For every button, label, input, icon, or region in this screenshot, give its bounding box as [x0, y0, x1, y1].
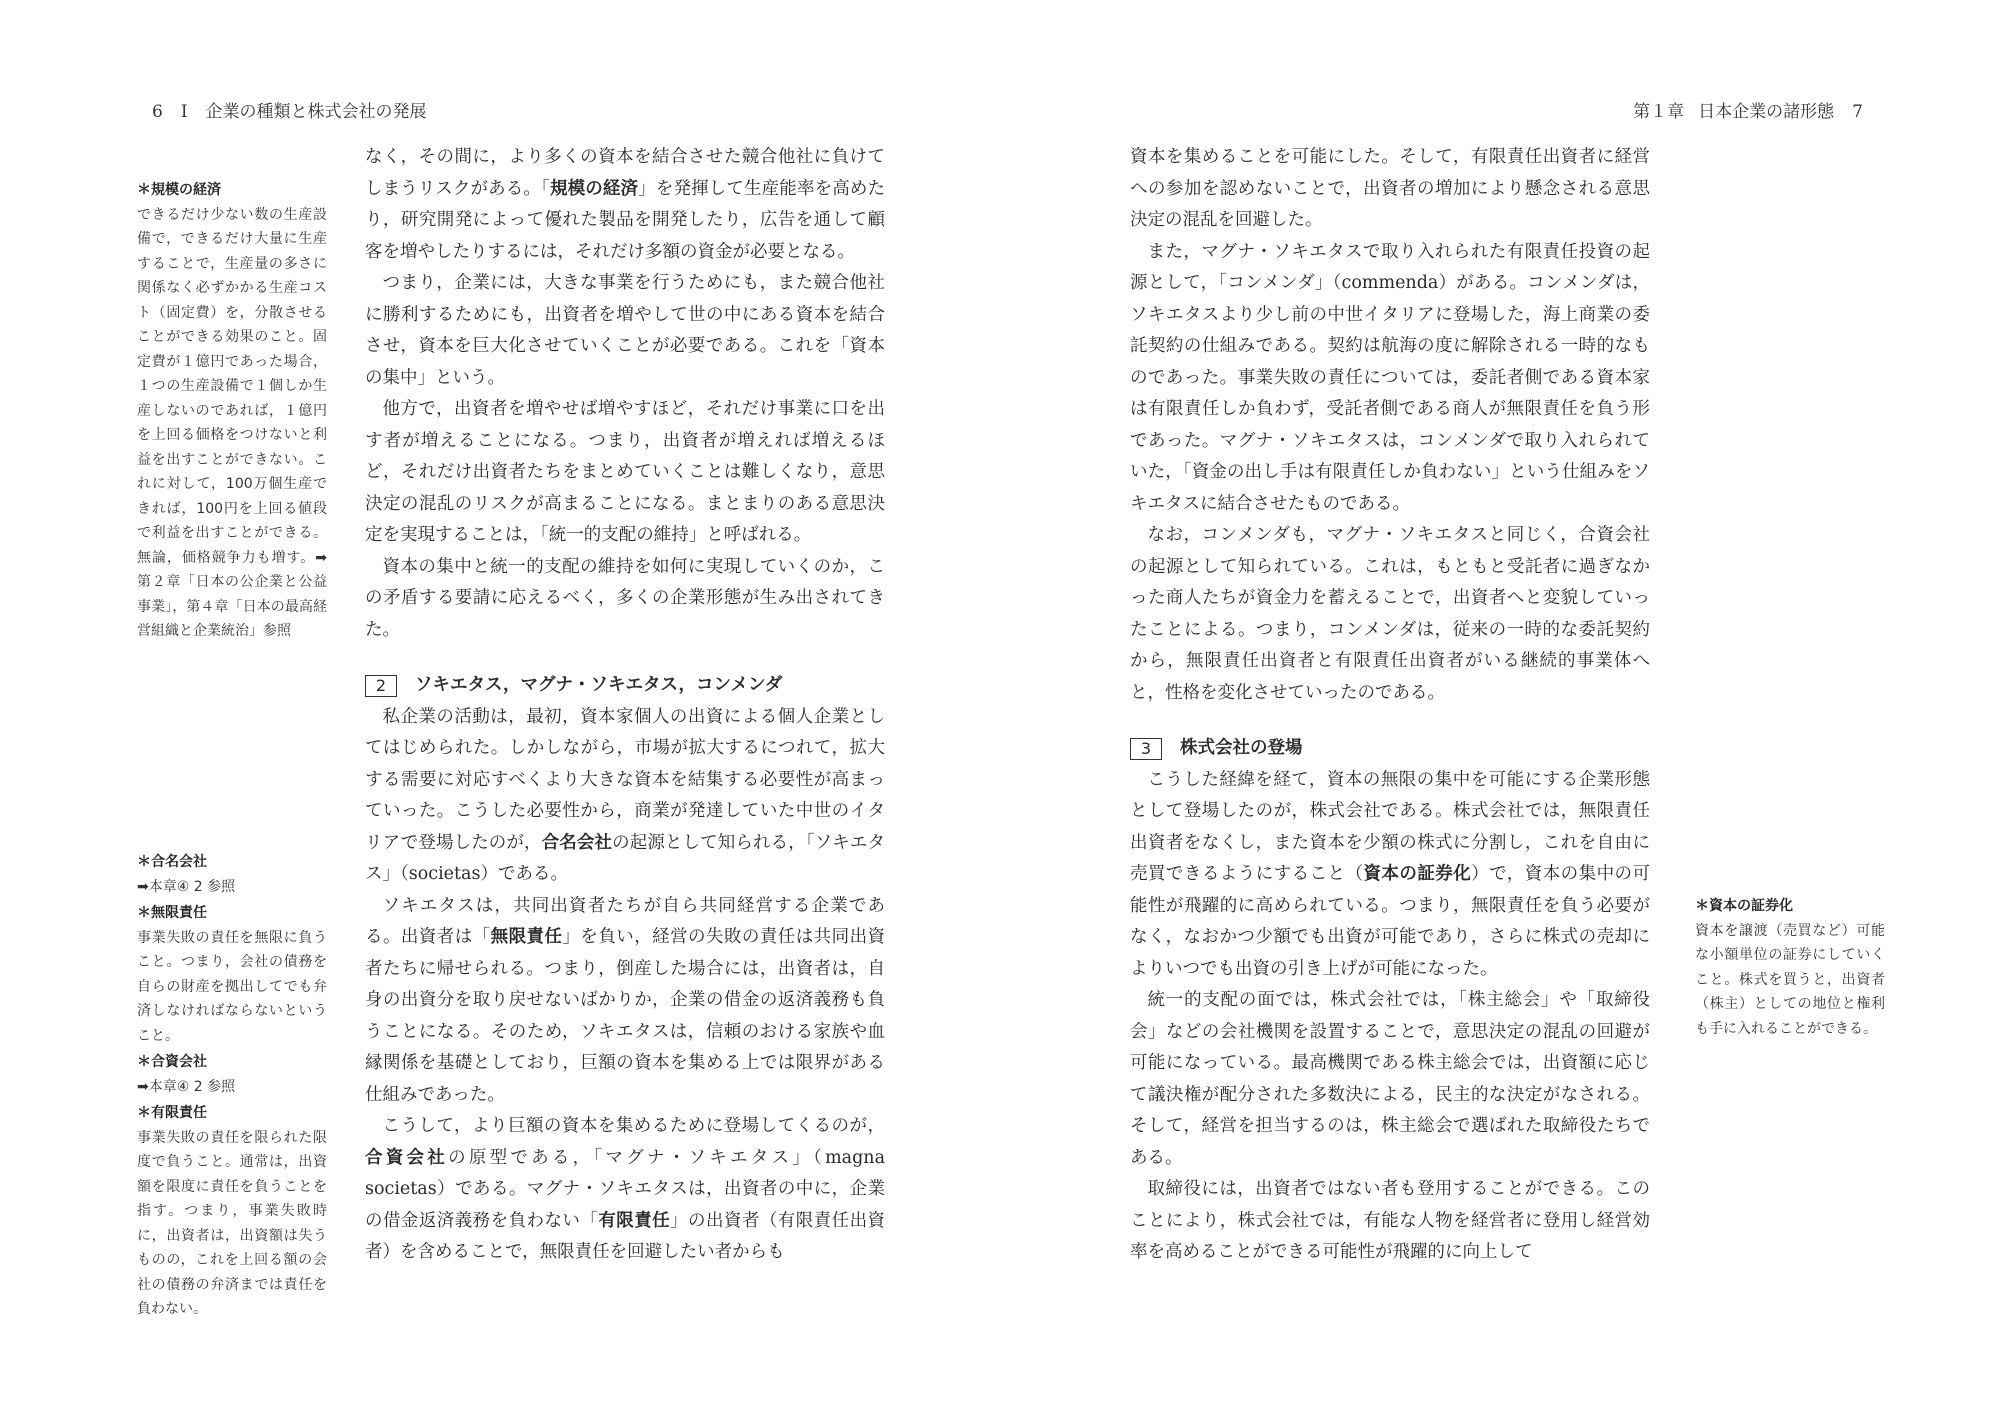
sidenote-head: ＊有限責任 — [137, 1105, 207, 1121]
sidenote-head: ＊無限責任 — [137, 905, 207, 921]
chapter-title: 日本企業の諸形態 — [1698, 102, 1835, 122]
sidenote-reference: ➡本章④ 2 参照 — [137, 1078, 236, 1095]
paragraph: なお，コンメンダも，マグナ・ソキエタスと同じく，合資会社の起源として知られている。これは，もともと受託者に過ぎなかった商人たちが資金力を蓄えることで，出資者へと変貌していったことによる。つまり，コンメンダは，従来の一時的な委託契約から，無限責任出資者と有限責任出資者がいる継続的事業体へと，性格を変化させていったのである。 — [1130, 525, 1650, 703]
sidenote-body: 事業失敗の責任を限られた限度で負うこと。通常は，出資額を限度に責任を負うことを指す。つまり，事業失敗時に，出資者は，出資額は失うものの，これを上回る額の会社の債務の弁済までは責任を負わない。 — [137, 1129, 327, 1317]
paragraph: 資本を集めることを可能にした。そして，有限責任出資者に経営への参加を認めないことで，出資者の増加により懸念される意思決定の混乱を回避した。 — [1130, 147, 1650, 230]
section-title: 株式会社の登場 — [1180, 738, 1303, 758]
section-number: 2 — [365, 675, 397, 697]
keyword: 規模の経済 — [549, 178, 639, 199]
text-run: 」の出資者（有限責任出資者）を含めることで，無限責任を回避したい者からも — [365, 1210, 886, 1262]
left-running-head — [152, 97, 427, 122]
text-run: なく，その間に，より多くの資本を結合させた競合他社に負けてしまうリスクがある。「 — [365, 147, 885, 199]
sidenote-economies-of-scale — [137, 176, 327, 644]
chapter-label: 第１章 — [1633, 102, 1685, 122]
paragraph: また，マグナ・ソキエタスで取り入れられた有限責任投資の起源として，「コンメンダ」（commenda）がある。コンメンダは，ソキエタスより少し前の中世イタリアに登場した，海上商業の委託契約の仕組みである。契約は航海の度に解除される一時的なものであった。事業失敗の責任については，委託者側である資本家は有限責任しか負わず，受託者側である商人が無限責任を負う形であった。マグナ・ソキエタスは，コンメンダで取り入れられていた，「資金の出し手は有限責任しか負わない」という仕組みをソキエタスに結合させたものである。 — [1130, 241, 1650, 514]
sidenote-body: できるだけ少ない数の生産設備で，できるだけ大量に生産することで，生産量の多さに関係なく必ずかかる生産コスト（固定費）を，分散させることができる効果のこと。固定費が１億円であった場合，１つの生産設備で１個しか生産しないのであれば，１億円を上回る価格をつけないと利益を出すことができない。これに対して，100万個生産できれば，100円を上回る値段で利益を出すことができる。無論，価格競争力も増す。➡第２章「日本の公企業と公益事業」，第４章「日本の最高経営組織と企業統治」参照 — [137, 206, 327, 639]
text-run: 」を負い，経営の失敗の責任は共同出資者たちに帰せられる。つまり，倒産した場合には，出資者は，自身の出資分を取り戻せないばかりか，企業の借金の返済義務も負うことになる。そのため，ソキエタスは，信頼のおける家族や血縁関係を基礎としており，巨額の資本を集める上では限界がある仕組みであった。 — [365, 927, 886, 1105]
paragraph — [1130, 765, 1650, 986]
text-run: こうして，より巨額の資本を集めるために登場してくるのが， — [382, 1116, 885, 1136]
right-running-head — [1633, 97, 1863, 122]
part-title: 企業の種類と株式会社の発展 — [205, 102, 427, 122]
text-run: の原型である，「マグナ・ソキエタス」（magna societas）である。マグナ・ソキエタスは，出資者の中に，企業の借金返済義務を負わない「 — [365, 1147, 886, 1231]
sidenote-securitization — [1695, 892, 1885, 1041]
paragraph — [365, 142, 885, 268]
sidenote-head: ＊合資会社 — [137, 1054, 207, 1070]
right-body-text — [1130, 142, 1650, 1269]
text-run: の起源として知られる，「ソキエタス」（societas）である。 — [365, 832, 886, 884]
sidenote-head: ＊規模の経済 — [137, 182, 221, 198]
page-number: 6 — [152, 102, 163, 122]
section-heading — [1130, 733, 1650, 765]
paragraph: 取締役には，出資者ではない者も登用することができる。このことにより，株式会社では，有能な人物を経営者に登用し経営効率を高めることができる可能性が飛躍的に向上して — [1130, 1179, 1650, 1262]
section-title: ソキエタス，マグナ・ソキエタス，コンメンダ — [415, 675, 783, 695]
sidenote-group — [137, 848, 327, 1322]
paragraph: 資本の集中と統一的支配の維持を如何に実現していくのか，この矛盾する要請に応えるべく，多くの企業形態が生み出されてきた。 — [365, 556, 885, 640]
paragraph — [365, 702, 885, 891]
keyword: 有限責任 — [598, 1210, 671, 1231]
left-body-text — [365, 142, 885, 1269]
sidenote-body: 資本を譲渡（売買など）可能な小額単位の証券にしていくこと。株式を買うと，出資者（株主）としての地位と権利も手に入れることができる。 — [1695, 922, 1885, 1037]
sidenote-reference: ➡本章④ 2 参照 — [137, 878, 236, 895]
page-number: 7 — [1852, 102, 1863, 122]
section-number: 3 — [1130, 738, 1162, 760]
keyword: 合名会社 — [541, 832, 613, 853]
sidenote-head: ＊資本の証券化 — [1695, 898, 1793, 914]
paragraph — [365, 1111, 885, 1269]
part-number: Ⅰ — [180, 102, 188, 122]
text-run: ）で，資本の集中の可能性が飛躍的に高められている。つまり，無限責任を負う必要がなく，なおかつ少額でも出資が可能であり，さらに株式の売却によりいつでも出資の引き上げが可能になった。 — [1130, 864, 1651, 979]
text-run: ソキエタスは，共同出資者たちが自ら共同経営する企業である。出資者は「 — [365, 895, 885, 947]
paragraph — [365, 891, 885, 1112]
sidenote-body: 事業失敗の責任を無限に負うこと。つまり，会社の債務を自らの財産を拠出してでも弁済しなければならないということ。 — [137, 929, 327, 1044]
paragraph: つまり，企業には，大きな事業を行うためにも，また競合他社に勝利するためにも，出資者を増やして世の中にある資本を結合させ，資本を巨大化させていくことが必要である。これを「資本の集中」という。 — [365, 273, 885, 388]
sidenote-head: ＊合名会社 — [137, 854, 207, 870]
right-page — [1000, 0, 2000, 1414]
text-run: 」を発揮して生産能率を高めたり，研究開発によって優れた製品を開発したり，広告を通して顧客を増やしたりするには，それだけ多額の資金が必要となる。 — [365, 178, 886, 262]
keyword: 資本の証券化 — [1363, 864, 1472, 884]
text-run: こうした経緯を経て，資本の無限の集中を可能にする企業形態として登場したのが，株式会社である。株式会社では，無限責任出資者をなくし，また資本を少額の株式に分割し，これを自由に売買できるようにすること（ — [1130, 769, 1650, 884]
text-run: 私企業の活動は，最初，資本家個人の出資による個人企業としてはじめられた。しかしながら，市場が拡大するにつれて，拡大する需要に対応すべくより大きな資本を結集する必要性が高まっていった。こうした必要性から，商業が発達していた中世のイタリアで登場したのが， — [365, 706, 885, 853]
paragraph: 統一的支配の面では，株式会社では，「株主総会」や「取締役会」などの会社機関を設置することで，意思決定の混乱の回避が可能になっている。最高機関である株主総会では，出資額に応じて議決権が配分された多数決による，民主的な決定がなされる。そして，経営を担当するのは，株主総会で選ばれた取締役たちである。 — [1130, 990, 1650, 1168]
keyword: 合資会社 — [365, 1147, 449, 1168]
keyword: 無限責任 — [490, 927, 563, 947]
section-heading — [365, 670, 885, 702]
paragraph: 他方で，出資者を増やせば増やすほど，それだけ事業に口を出す者が増えることになる。つまり，出資者が増えれば増えるほど，それだけ出資者たちをまとめていくことは難しくなり，意思決定の混乱のリスクが高まることになる。まとまりのある意思決定を実現することは，「統一的支配の維持」と呼ばれる。 — [365, 399, 885, 545]
